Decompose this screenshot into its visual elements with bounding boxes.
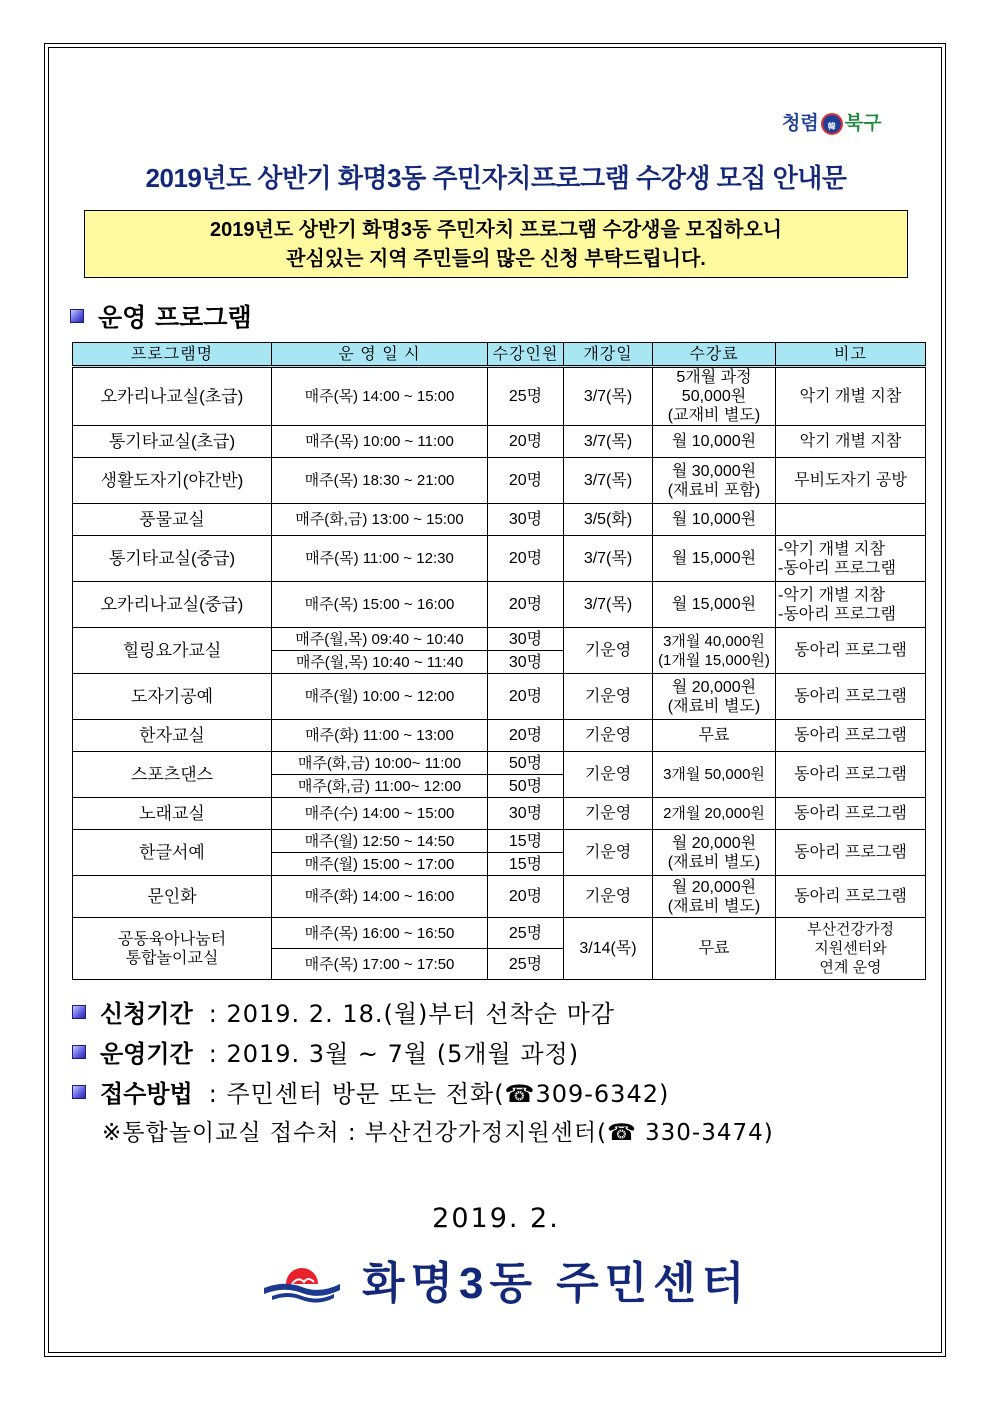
program-name: 생활도자기(야간반) — [73, 458, 272, 504]
program-name — [73, 918, 272, 980]
column-header: 프로그램명 — [73, 343, 272, 367]
schedule-cell: 매주(목) 18:30 ~ 21:00 — [272, 458, 488, 504]
fee-cell: 무료 — [653, 720, 776, 752]
schedule-cell: 매주(월,목) 10:40 ~ 11:40 — [272, 651, 488, 674]
start-cell: 3/14(목) — [564, 918, 653, 980]
square-bullet-icon — [72, 1005, 86, 1019]
notice-box — [84, 210, 908, 278]
capacity-cell: 20명 — [488, 426, 564, 458]
center-name: 화명3동 주민센터 — [362, 1259, 751, 1308]
capacity-cell: 20명 — [488, 720, 564, 752]
fee-line: 월 20,000원 — [671, 678, 757, 696]
note-cell: 동아리 프로그램 — [776, 798, 926, 830]
start-cell: 3/7(목) — [564, 426, 653, 458]
schedule-cell: 매주(화,금) 10:00~ 11:00 — [272, 752, 488, 775]
table-row — [73, 798, 926, 830]
start-cell: 기운영 — [564, 720, 653, 752]
program-name: 노래교실 — [73, 798, 272, 830]
info-label: 접수방법 — [100, 1080, 193, 1108]
capacity-cell: 50명 — [488, 775, 564, 798]
table-row — [73, 830, 926, 853]
brand-logo — [782, 108, 932, 138]
fee-line: 월 30,000원 — [671, 462, 757, 480]
info-label: 운영기간 — [100, 1040, 193, 1068]
note-cell: 악기 개별 지참 — [776, 426, 926, 458]
fee-line: (교재비 별도) — [667, 407, 761, 424]
note-cell: 악기 개별 지참 — [776, 367, 926, 426]
table-row — [73, 918, 926, 949]
table-row — [73, 367, 926, 426]
note-cell: 동아리 프로그램 — [776, 752, 926, 798]
notice-line-1: 2019년도 상반기 화명3동 주민자치 프로그램 수강생을 모집하오니 — [210, 219, 782, 241]
start-cell: 3/7(목) — [564, 458, 653, 504]
start-cell: 3/7(목) — [564, 367, 653, 426]
capacity-cell: 25명 — [488, 949, 564, 980]
fee-line: 월 20,000원 — [671, 878, 757, 896]
fee-cell: 월 15,000원 — [653, 536, 776, 582]
table-row — [73, 536, 926, 582]
capacity-cell: 30명 — [488, 651, 564, 674]
capacity-cell: 20명 — [488, 876, 564, 918]
square-bullet-icon — [70, 309, 84, 323]
note-cell: 동아리 프로그램 — [776, 720, 926, 752]
capacity-cell: 30명 — [488, 798, 564, 830]
note-cell — [776, 918, 926, 980]
note-cell: 동아리 프로그램 — [776, 876, 926, 918]
note-line: -악기 개별 지참 — [778, 540, 885, 558]
start-cell: 3/5(화) — [564, 504, 653, 536]
schedule-cell: 매주(월) 12:50 ~ 14:50 — [272, 830, 488, 853]
fee-line: 3개월 40,000원 — [663, 632, 765, 650]
schedule-cell: 매주(목) 15:00 ~ 16:00 — [272, 582, 488, 628]
program-name: 도자기공예 — [73, 674, 272, 720]
note-cell — [776, 536, 926, 582]
capacity-cell: 20명 — [488, 674, 564, 720]
section-title: 운영 프로그램 — [98, 303, 252, 332]
program-name: 통기타교실(중급) — [73, 536, 272, 582]
start-cell: 기운영 — [564, 628, 653, 674]
capacity-cell: 15명 — [488, 853, 564, 876]
note-cell: 동아리 프로그램 — [776, 830, 926, 876]
table-row — [73, 458, 926, 504]
fee-cell — [653, 830, 776, 876]
info-apply-method — [72, 1074, 669, 1109]
brand-seal-icon: 韓 — [821, 113, 843, 135]
schedule-cell: 매주(목) 14:00 ~ 15:00 — [272, 367, 488, 426]
square-bullet-icon — [72, 1045, 86, 1059]
fee-cell — [653, 458, 776, 504]
note-cell — [776, 582, 926, 628]
schedule-cell: 매주(화,금) 13:00 ~ 15:00 — [272, 504, 488, 536]
note-cell — [776, 504, 926, 536]
schedule-cell: 매주(월) 15:00 ~ 17:00 — [272, 853, 488, 876]
schedule-cell: 매주(수) 14:00 ~ 15:00 — [272, 798, 488, 830]
capacity-cell: 30명 — [488, 504, 564, 536]
info-text: : 주민센터 방문 또는 전화(☎309-6342) — [208, 1080, 670, 1108]
schedule-cell: 매주(월,목) 09:40 ~ 10:40 — [272, 628, 488, 651]
fee-cell: 월 10,000원 — [653, 426, 776, 458]
issue-date: 2019. 2. — [432, 1203, 560, 1234]
fee-cell — [653, 628, 776, 674]
capacity-cell: 25명 — [488, 918, 564, 949]
start-cell: 3/7(목) — [564, 536, 653, 582]
program-name: 한글서예 — [73, 830, 272, 876]
note-cell: 동아리 프로그램 — [776, 674, 926, 720]
start-cell: 기운영 — [564, 830, 653, 876]
fee-cell: 월 15,000원 — [653, 582, 776, 628]
capacity-cell: 20명 — [488, 536, 564, 582]
fee-line: (재료비 포함) — [667, 481, 761, 499]
column-header: 수강료 — [653, 343, 776, 367]
fee-cell — [653, 367, 776, 426]
start-cell: 기운영 — [564, 752, 653, 798]
table-header-row — [73, 343, 926, 367]
fee-line: (1개월 15,000원) — [658, 651, 770, 669]
capacity-cell: 25명 — [488, 367, 564, 426]
fee-cell: 3개월 50,000원 — [653, 752, 776, 798]
info-apply-period — [72, 994, 615, 1029]
table-row — [73, 674, 926, 720]
square-bullet-icon — [72, 1085, 86, 1099]
column-header: 비고 — [776, 343, 926, 367]
table-row — [73, 582, 926, 628]
note-line: -동아리 프로그램 — [778, 559, 896, 577]
fee-cell — [653, 674, 776, 720]
fee-line: 50,000원 — [681, 388, 747, 405]
schedule-cell: 매주(목) 11:00 ~ 12:30 — [272, 536, 488, 582]
note-line: 연계 운영 — [819, 959, 882, 976]
program-table — [72, 342, 926, 980]
section-heading — [70, 298, 252, 334]
capacity-cell: 20명 — [488, 582, 564, 628]
start-cell: 기운영 — [564, 876, 653, 918]
fee-line: (재료비 별도) — [667, 897, 761, 915]
note-cell: 동아리 프로그램 — [776, 628, 926, 674]
note-cell: 무비도자기 공방 — [776, 458, 926, 504]
program-name-line: 통합놀이교실 — [125, 949, 219, 967]
table-row — [73, 876, 926, 918]
note-line: -악기 개별 지참 — [778, 586, 885, 604]
program-name: 오카리나교실(초급) — [73, 367, 272, 426]
column-header: 운 영 일 시 — [272, 343, 488, 367]
document-title: 2019년도 상반기 화명3동 주민자치프로그램 수강생 모집 안내문 — [145, 163, 847, 193]
fee-cell: 무료 — [653, 918, 776, 980]
schedule-cell: 매주(화) 14:00 ~ 16:00 — [272, 876, 488, 918]
info-note: ※통합놀이교실 접수처 : 부산건강가정지원센터(☎ 330-3474) — [102, 1120, 774, 1146]
capacity-cell: 15명 — [488, 830, 564, 853]
info-text: : 2019. 3월 ~ 7월 (5개월 과정) — [208, 1040, 580, 1068]
note-line: 부산건강가정 — [807, 921, 894, 938]
fee-cell — [653, 876, 776, 918]
schedule-cell: 매주(화,금) 11:00~ 12:00 — [272, 775, 488, 798]
schedule-cell: 매주(목) 16:00 ~ 16:50 — [272, 918, 488, 949]
fee-line: 월 20,000원 — [671, 834, 757, 852]
table-row — [73, 504, 926, 536]
start-cell: 기운영 — [564, 674, 653, 720]
column-header: 수강인원 — [488, 343, 564, 367]
fee-cell: 월 10,000원 — [653, 504, 776, 536]
start-cell: 기운영 — [564, 798, 653, 830]
program-name: 문인화 — [73, 876, 272, 918]
table-row — [73, 426, 926, 458]
program-name: 통기타교실(초급) — [73, 426, 272, 458]
schedule-cell: 매주(목) 10:00 ~ 11:00 — [272, 426, 488, 458]
schedule-cell: 매주(화) 11:00 ~ 13:00 — [272, 720, 488, 752]
info-label: 신청기간 — [100, 1000, 193, 1028]
program-name: 스포츠댄스 — [73, 752, 272, 798]
fee-line: (재료비 별도) — [667, 697, 761, 715]
fee-line: (재료비 별도) — [667, 853, 761, 871]
capacity-cell: 20명 — [488, 458, 564, 504]
info-operation-period — [72, 1034, 579, 1069]
program-name-line: 공동육아나눔터 — [117, 930, 227, 948]
program-name: 한자교실 — [73, 720, 272, 752]
capacity-cell: 50명 — [488, 752, 564, 775]
brand-logo-text-2: 북구 — [844, 112, 882, 134]
brand-logo-text-1: 청렴 — [782, 112, 819, 134]
wave-emblem-icon — [262, 1254, 342, 1304]
table-row — [73, 628, 926, 651]
table-row — [73, 752, 926, 775]
note-line: -동아리 프로그램 — [778, 605, 896, 623]
note-line: 지원센터와 — [814, 940, 887, 957]
info-text: : 2019. 2. 18.(월)부터 선착순 마감 — [208, 1000, 615, 1028]
program-name: 오카리나교실(중급) — [73, 582, 272, 628]
program-name: 힐링요가교실 — [73, 628, 272, 674]
capacity-cell: 30명 — [488, 628, 564, 651]
column-header: 개강일 — [564, 343, 653, 367]
notice-line-2: 관심있는 지역 주민들의 많은 신청 부탁드립니다. — [286, 248, 706, 270]
center-signature — [262, 1249, 750, 1309]
fee-line: 5개월 과정 — [676, 369, 752, 386]
schedule-cell: 매주(목) 17:00 ~ 17:50 — [272, 949, 488, 980]
fee-cell: 2개월 20,000원 — [653, 798, 776, 830]
start-cell: 3/7(목) — [564, 582, 653, 628]
schedule-cell: 매주(월) 10:00 ~ 12:00 — [272, 674, 488, 720]
program-name: 풍물교실 — [73, 504, 272, 536]
table-row — [73, 720, 926, 752]
